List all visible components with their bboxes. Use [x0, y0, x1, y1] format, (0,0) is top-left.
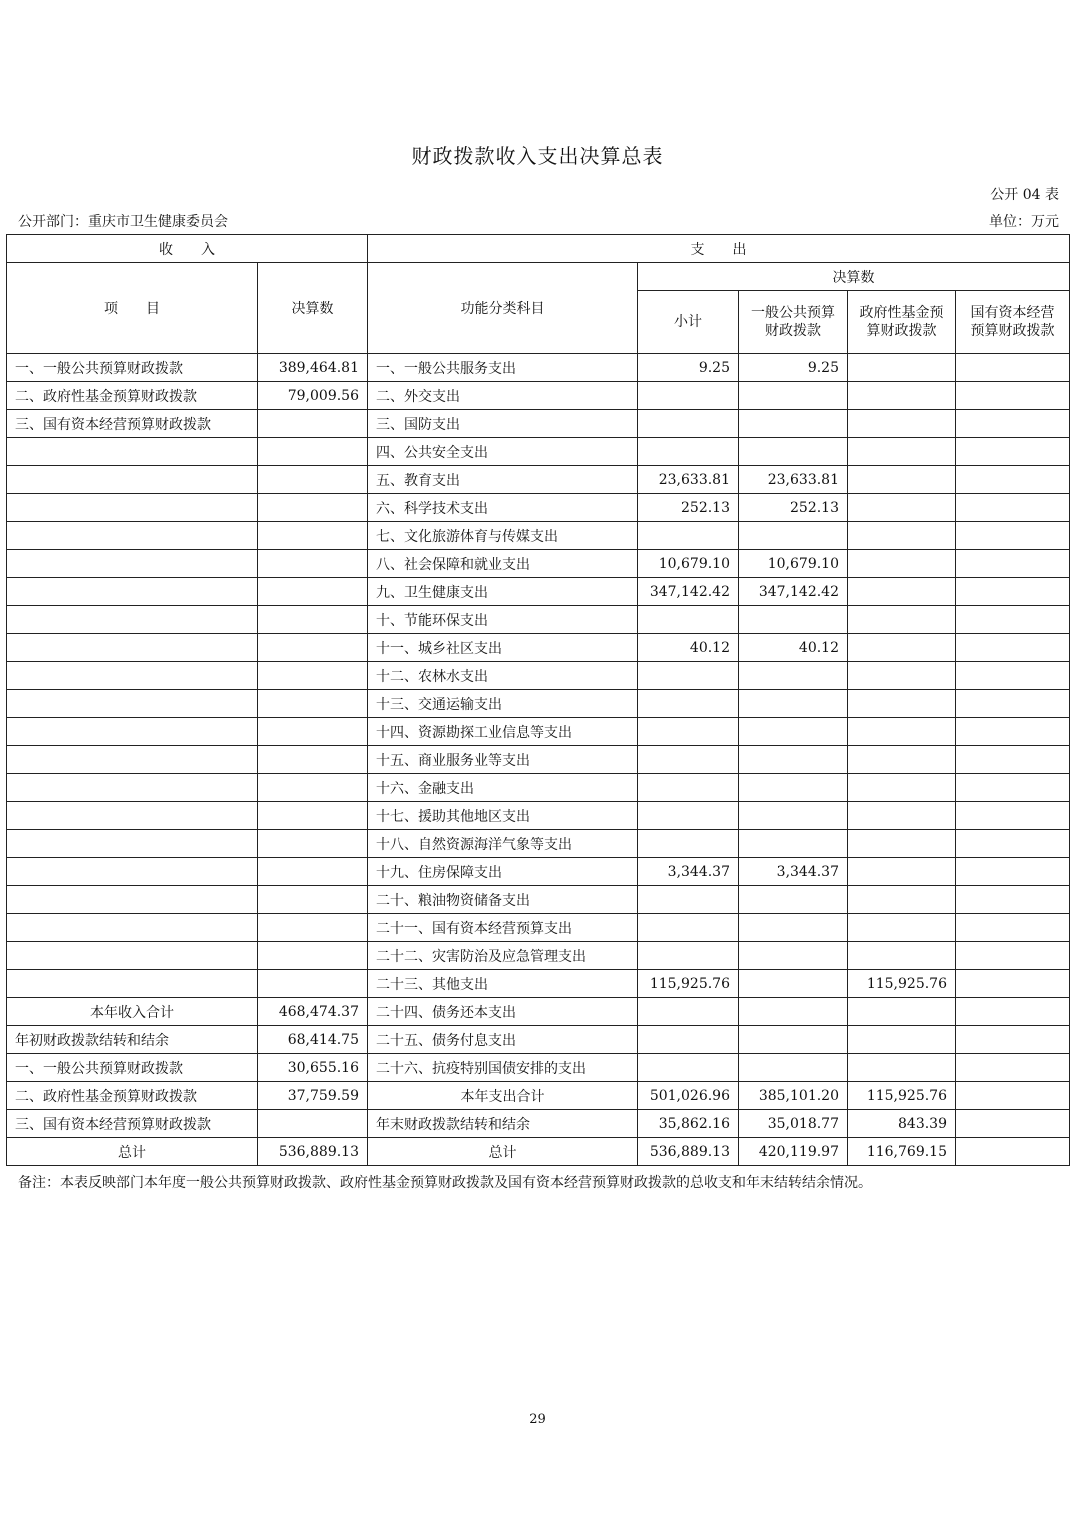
income-amount-cell: [258, 718, 368, 746]
income-amount-cell: [258, 662, 368, 690]
general-budget-cell: [739, 970, 848, 998]
gov-fund-cell: [848, 550, 956, 578]
table-row: [7, 1082, 1070, 1110]
general-budget-cell: [739, 774, 848, 802]
state-capital-cell: [956, 578, 1070, 606]
state-capital-cell: [956, 802, 1070, 830]
income-item-cell: 三、国有资本经营预算财政拨款: [7, 1110, 258, 1138]
state-capital-cell: [956, 494, 1070, 522]
gov-fund-cell: [848, 886, 956, 914]
income-item-cell: [7, 494, 258, 522]
subtotal-cell: [638, 438, 739, 466]
subtotal-cell: [638, 802, 739, 830]
subtotal-cell: [638, 410, 739, 438]
expenditure-item-cell: 二十四、债务还本支出: [368, 998, 638, 1026]
table-row: [7, 1110, 1070, 1138]
state-capital-cell: [956, 970, 1070, 998]
income-amount-cell: [258, 914, 368, 942]
expenditure-item-cell: 本年支出合计: [368, 1082, 638, 1110]
income-amount-cell: [258, 690, 368, 718]
general-budget-cell: [739, 998, 848, 1026]
gov-fund-cell: [848, 998, 956, 1026]
table-row: [7, 914, 1070, 942]
final-header: 决算数: [638, 263, 1070, 291]
table-row: [7, 606, 1070, 634]
income-amount-cell: [258, 774, 368, 802]
general-budget-cell: [739, 914, 848, 942]
table-row: [7, 438, 1070, 466]
subtotal-header: 小计: [638, 291, 739, 354]
gov-fund-cell: [848, 1026, 956, 1054]
income-amount-cell: [258, 494, 368, 522]
income-item-cell: 二、政府性基金预算财政拨款: [7, 1082, 258, 1110]
expenditure-item-cell: 年末财政拨款结转和结余: [368, 1110, 638, 1138]
gov-fund-cell: [848, 718, 956, 746]
general-budget-cell: 40.12: [739, 634, 848, 662]
budget-table: [6, 234, 1070, 1166]
income-amount-cell: [258, 802, 368, 830]
gov-fund-cell: [848, 830, 956, 858]
income-amount-cell: [258, 634, 368, 662]
subtotal-cell: [638, 1054, 739, 1082]
state-capital-cell: [956, 998, 1070, 1026]
table-row: [7, 1138, 1070, 1166]
general-budget-cell: [739, 830, 848, 858]
expenditure-item-cell: 十九、住房保障支出: [368, 858, 638, 886]
expenditure-item-cell: 二十三、其他支出: [368, 970, 638, 998]
gov-fund-cell: [848, 802, 956, 830]
state-capital-cell: [956, 466, 1070, 494]
income-item-cell: [7, 550, 258, 578]
state-capital-cell: [956, 438, 1070, 466]
income-amount-cell: [258, 522, 368, 550]
income-amount-cell: [258, 970, 368, 998]
general-budget-cell: 9.25: [739, 354, 848, 382]
income-header: 收 入: [7, 235, 368, 263]
income-item-cell: [7, 634, 258, 662]
table-row: [7, 354, 1070, 382]
table-row: [7, 1054, 1070, 1082]
state-capital-cell: [956, 606, 1070, 634]
income-item-cell: [7, 774, 258, 802]
state-capital-cell: [956, 1110, 1070, 1138]
general-budget-cell: [739, 718, 848, 746]
gov-fund-cell: [848, 690, 956, 718]
item-header: 项 目: [7, 263, 258, 354]
state-capital-cell: [956, 746, 1070, 774]
income-item-cell: 本年收入合计: [7, 998, 258, 1026]
general-budget-cell: 35,018.77: [739, 1110, 848, 1138]
subtotal-cell: [638, 914, 739, 942]
income-item-cell: [7, 690, 258, 718]
income-item-cell: [7, 578, 258, 606]
income-item-cell: [7, 718, 258, 746]
subtotal-cell: [638, 606, 739, 634]
gov-fund-header: 政府性基金预算财政拨款: [848, 291, 956, 354]
subtotal-cell: [638, 942, 739, 970]
general-budget-cell: 10,679.10: [739, 550, 848, 578]
table-row: [7, 494, 1070, 522]
general-budget-cell: [739, 522, 848, 550]
income-item-cell: [7, 606, 258, 634]
general-budget-cell: [739, 690, 848, 718]
income-item-cell: 三、国有资本经营预算财政拨款: [7, 410, 258, 438]
income-item-cell: [7, 802, 258, 830]
table-row: [7, 802, 1070, 830]
state-capital-cell: [956, 522, 1070, 550]
expenditure-item-cell: 一、一般公共服务支出: [368, 354, 638, 382]
general-budget-cell: [739, 802, 848, 830]
state-capital-cell: [956, 774, 1070, 802]
state-capital-cell: [956, 1082, 1070, 1110]
table-row: [7, 886, 1070, 914]
income-item-cell: [7, 438, 258, 466]
subtotal-cell: 9.25: [638, 354, 739, 382]
state-capital-cell: [956, 410, 1070, 438]
income-amount-cell: [258, 410, 368, 438]
expenditure-item-cell: 二十二、灾害防治及应急管理支出: [368, 942, 638, 970]
income-item-cell: [7, 942, 258, 970]
expenditure-item-cell: 十四、资源勘探工业信息等支出: [368, 718, 638, 746]
subtotal-cell: 536,889.13: [638, 1138, 739, 1166]
income-item-cell: 二、政府性基金预算财政拨款: [7, 382, 258, 410]
income-amount-cell: [258, 438, 368, 466]
general-budget-cell: 347,142.42: [739, 578, 848, 606]
subtotal-cell: 252.13: [638, 494, 739, 522]
table-row: [7, 1026, 1070, 1054]
subtotal-cell: [638, 830, 739, 858]
gov-fund-cell: 116,769.15: [848, 1138, 956, 1166]
state-capital-cell: [956, 718, 1070, 746]
income-amount-cell: [258, 606, 368, 634]
expenditure-item-cell: 七、文化旅游体育与传媒支出: [368, 522, 638, 550]
state-capital-header: 国有资本经营预算财政拨款: [956, 291, 1070, 354]
gov-fund-cell: [848, 438, 956, 466]
income-item-cell: [7, 858, 258, 886]
expenditure-item-cell: 十三、交通运输支出: [368, 690, 638, 718]
income-amount-cell: 536,889.13: [258, 1138, 368, 1166]
gov-fund-cell: [848, 354, 956, 382]
general-budget-cell: 385,101.20: [739, 1082, 848, 1110]
table-row: [7, 970, 1070, 998]
gov-fund-cell: [848, 1054, 956, 1082]
state-capital-cell: [956, 942, 1070, 970]
gov-fund-cell: [848, 942, 956, 970]
subtotal-cell: 10,679.10: [638, 550, 739, 578]
subtotal-cell: 347,142.42: [638, 578, 739, 606]
gov-fund-cell: [848, 774, 956, 802]
subtotal-cell: [638, 1026, 739, 1054]
income-item-cell: [7, 662, 258, 690]
state-capital-cell: [956, 914, 1070, 942]
gov-fund-cell: [848, 634, 956, 662]
subtotal-cell: 35,862.16: [638, 1110, 739, 1138]
subtotal-cell: 501,026.96: [638, 1082, 739, 1110]
footnote: 备注：本表反映部门本年度一般公共预算财政拨款、政府性基金预算财政拨款及国有资本经营预算财政拨款的总收支和年末结转结余情况。: [18, 1175, 872, 1191]
state-capital-cell: [956, 354, 1070, 382]
expenditure-item-cell: 二十、粮油物资储备支出: [368, 886, 638, 914]
expenditure-item-cell: 九、卫生健康支出: [368, 578, 638, 606]
expenditure-item-cell: 六、科学技术支出: [368, 494, 638, 522]
expenditure-item-cell: 八、社会保障和就业支出: [368, 550, 638, 578]
gov-fund-cell: [848, 914, 956, 942]
general-budget-cell: [739, 1026, 848, 1054]
table-row: [7, 662, 1070, 690]
income-amount-cell: [258, 746, 368, 774]
income-item-cell: [7, 886, 258, 914]
gov-fund-cell: 115,925.76: [848, 970, 956, 998]
table-row: [7, 382, 1070, 410]
general-budget-cell: 23,633.81: [739, 466, 848, 494]
general-budget-cell: [739, 1054, 848, 1082]
state-capital-cell: [956, 662, 1070, 690]
expenditure-header: 支 出: [368, 235, 1070, 263]
expenditure-item-cell: 十七、援助其他地区支出: [368, 802, 638, 830]
state-capital-cell: [956, 886, 1070, 914]
gov-fund-cell: [848, 522, 956, 550]
expenditure-item-cell: 十五、商业服务业等支出: [368, 746, 638, 774]
income-amount-cell: [258, 550, 368, 578]
income-amount-cell: 468,474.37: [258, 998, 368, 1026]
table-row: [7, 578, 1070, 606]
general-budget-cell: [739, 942, 848, 970]
state-capital-cell: [956, 550, 1070, 578]
page-number: 29: [529, 1412, 546, 1427]
general-budget-cell: [739, 382, 848, 410]
table-row: [7, 718, 1070, 746]
table-row: [7, 746, 1070, 774]
state-capital-cell: [956, 1054, 1070, 1082]
general-budget-header: 一般公共预算财政拨款: [739, 291, 848, 354]
table-row: [7, 774, 1070, 802]
subtotal-cell: [638, 690, 739, 718]
general-budget-cell: [739, 886, 848, 914]
form-number: 公开 04 表: [990, 187, 1059, 203]
subtotal-cell: [638, 886, 739, 914]
income-item-cell: [7, 746, 258, 774]
general-budget-cell: [739, 606, 848, 634]
gov-fund-cell: [848, 606, 956, 634]
page-title: 财政拨款收入支出决算总表: [411, 144, 664, 168]
general-budget-cell: [739, 746, 848, 774]
expenditure-item-cell: 总计: [368, 1138, 638, 1166]
state-capital-cell: [956, 1026, 1070, 1054]
income-item-cell: 一、一般公共预算财政拨款: [7, 1054, 258, 1082]
subtotal-cell: [638, 522, 739, 550]
gov-fund-cell: [848, 662, 956, 690]
subtotal-cell: [638, 746, 739, 774]
income-amount-cell: 68,414.75: [258, 1026, 368, 1054]
department-label: 公开部门：重庆市卫生健康委员会: [18, 214, 228, 230]
expenditure-item-cell: 二十六、抗疫特别国债安排的支出: [368, 1054, 638, 1082]
income-item-cell: 年初财政拨款结转和结余: [7, 1026, 258, 1054]
subtotal-cell: [638, 998, 739, 1026]
state-capital-cell: [956, 1138, 1070, 1166]
income-item-cell: [7, 830, 258, 858]
income-item-cell: [7, 522, 258, 550]
table-row: [7, 410, 1070, 438]
income-amount-cell: 30,655.16: [258, 1054, 368, 1082]
table-row: [7, 522, 1070, 550]
expenditure-item-cell: 十二、农林水支出: [368, 662, 638, 690]
income-item-cell: 总计: [7, 1138, 258, 1166]
state-capital-cell: [956, 382, 1070, 410]
income-amount-cell: 389,464.81: [258, 354, 368, 382]
func-class-header: 功能分类科目: [368, 263, 638, 354]
table-row: [7, 830, 1070, 858]
table-row: [7, 942, 1070, 970]
gov-fund-cell: [848, 578, 956, 606]
income-item-cell: [7, 466, 258, 494]
gov-fund-cell: [848, 494, 956, 522]
gov-fund-cell: [848, 410, 956, 438]
state-capital-cell: [956, 634, 1070, 662]
expenditure-item-cell: 五、教育支出: [368, 466, 638, 494]
subtotal-cell: [638, 774, 739, 802]
income-amount-cell: [258, 578, 368, 606]
amount-header: 决算数: [258, 263, 368, 354]
gov-fund-cell: [848, 746, 956, 774]
general-budget-cell: 3,344.37: [739, 858, 848, 886]
table-row: [7, 998, 1070, 1026]
income-item-cell: [7, 914, 258, 942]
subtotal-cell: 40.12: [638, 634, 739, 662]
table-row: [7, 858, 1070, 886]
subtotal-cell: [638, 662, 739, 690]
state-capital-cell: [956, 830, 1070, 858]
state-capital-cell: [956, 858, 1070, 886]
unit-label: 单位：万元: [989, 214, 1059, 230]
table-row: [7, 690, 1070, 718]
expenditure-item-cell: 三、国防支出: [368, 410, 638, 438]
expenditure-item-cell: 十八、自然资源海洋气象等支出: [368, 830, 638, 858]
expenditure-item-cell: 二十一、国有资本经营预算支出: [368, 914, 638, 942]
income-item-cell: [7, 970, 258, 998]
income-amount-cell: 79,009.56: [258, 382, 368, 410]
subtotal-cell: [638, 718, 739, 746]
table-row: [7, 466, 1070, 494]
expenditure-item-cell: 十一、城乡社区支出: [368, 634, 638, 662]
income-item-cell: 一、一般公共预算财政拨款: [7, 354, 258, 382]
subtotal-cell: 3,344.37: [638, 858, 739, 886]
general-budget-cell: [739, 662, 848, 690]
expenditure-item-cell: 四、公共安全支出: [368, 438, 638, 466]
general-budget-cell: 252.13: [739, 494, 848, 522]
subtotal-cell: 115,925.76: [638, 970, 739, 998]
income-amount-cell: [258, 466, 368, 494]
gov-fund-cell: [848, 466, 956, 494]
gov-fund-cell: [848, 382, 956, 410]
table-body: [7, 354, 1070, 1166]
gov-fund-cell: 115,925.76: [848, 1082, 956, 1110]
gov-fund-cell: [848, 858, 956, 886]
income-amount-cell: [258, 886, 368, 914]
gov-fund-cell: 843.39: [848, 1110, 956, 1138]
income-amount-cell: 37,759.59: [258, 1082, 368, 1110]
general-budget-cell: [739, 410, 848, 438]
state-capital-cell: [956, 690, 1070, 718]
income-amount-cell: [258, 858, 368, 886]
expenditure-item-cell: 二十五、债务付息支出: [368, 1026, 638, 1054]
expenditure-item-cell: 十、节能环保支出: [368, 606, 638, 634]
subtotal-cell: 23,633.81: [638, 466, 739, 494]
general-budget-cell: 420,119.97: [739, 1138, 848, 1166]
expenditure-item-cell: 十六、金融支出: [368, 774, 638, 802]
table-row: [7, 634, 1070, 662]
general-budget-cell: [739, 438, 848, 466]
table-row: [7, 550, 1070, 578]
income-amount-cell: [258, 942, 368, 970]
income-amount-cell: [258, 830, 368, 858]
subtotal-cell: [638, 382, 739, 410]
expenditure-item-cell: 二、外交支出: [368, 382, 638, 410]
income-amount-cell: [258, 1110, 368, 1138]
